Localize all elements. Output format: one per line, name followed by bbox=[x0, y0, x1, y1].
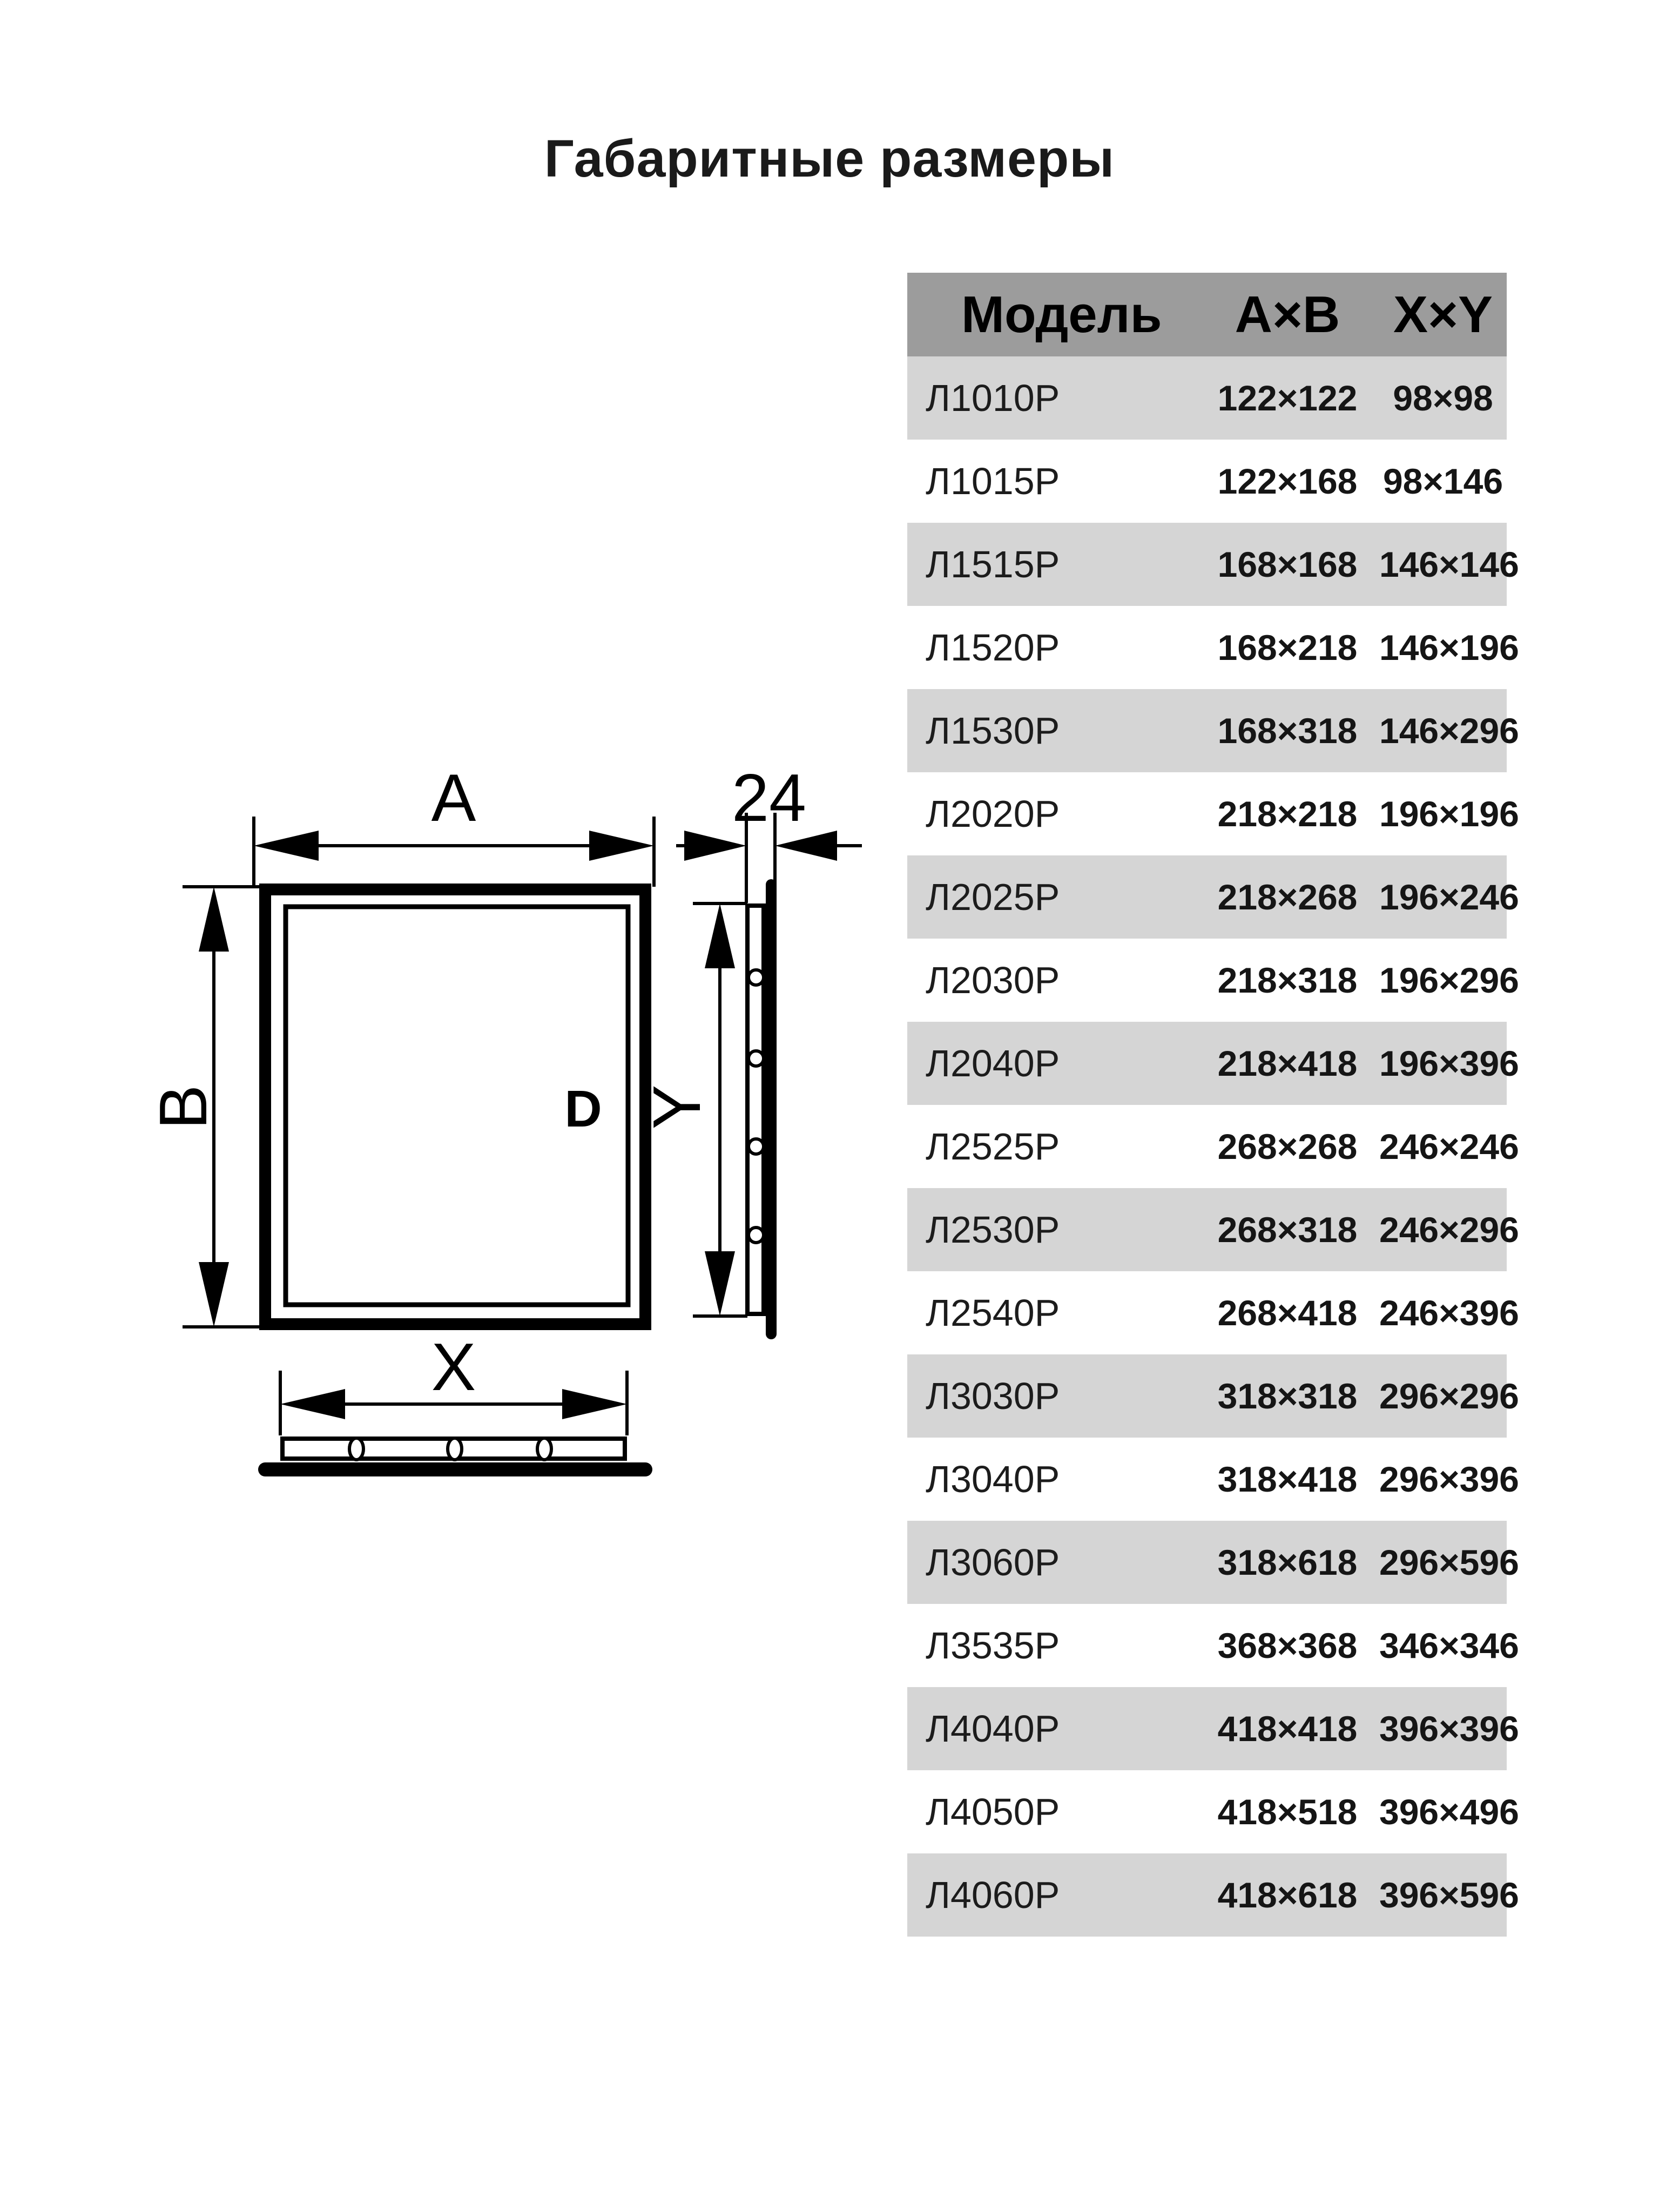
xy-cell: 98×98 bbox=[1393, 378, 1493, 418]
model-cell: Л2540Р bbox=[926, 1292, 1060, 1334]
xy-cell: 98×146 bbox=[1382, 461, 1503, 501]
ab-cell: 418×518 bbox=[1217, 1792, 1358, 1832]
model-cell: Л4040Р bbox=[926, 1708, 1060, 1750]
ab-cell: 368×368 bbox=[1217, 1626, 1358, 1665]
table-row bbox=[907, 1022, 1519, 1105]
model-cell: Л3040Р bbox=[926, 1458, 1060, 1500]
table-row bbox=[907, 855, 1519, 939]
ab-cell: 168×168 bbox=[1217, 544, 1358, 584]
xy-cell: 246×396 bbox=[1379, 1293, 1519, 1333]
dim-a-label: A bbox=[431, 761, 476, 835]
table-row bbox=[907, 606, 1519, 689]
table-row bbox=[907, 1770, 1519, 1853]
dim-depth-label: 24 bbox=[732, 761, 806, 835]
model-cell: Л3535Р bbox=[926, 1624, 1060, 1667]
ab-cell: 318×418 bbox=[1217, 1459, 1358, 1499]
ab-cell: 218×268 bbox=[1217, 877, 1358, 917]
xy-cell: 146×196 bbox=[1379, 628, 1519, 667]
ab-cell: 418×418 bbox=[1217, 1709, 1358, 1749]
model-cell: Л1015Р bbox=[926, 460, 1060, 502]
xy-cell: 346×346 bbox=[1379, 1626, 1519, 1665]
table-row bbox=[907, 1687, 1519, 1770]
table-header-row bbox=[907, 273, 1507, 356]
model-cell: Л3030Р bbox=[926, 1375, 1060, 1417]
ab-cell: 218×318 bbox=[1217, 960, 1358, 1000]
dim-b-label: B bbox=[146, 1084, 221, 1130]
ab-cell: 268×268 bbox=[1217, 1127, 1358, 1166]
xy-cell: 246×296 bbox=[1379, 1210, 1519, 1250]
xy-cell: 196×296 bbox=[1379, 960, 1519, 1000]
xy-cell: 146×296 bbox=[1379, 711, 1519, 751]
xy-cell: 396×596 bbox=[1379, 1875, 1519, 1915]
ab-cell: 268×318 bbox=[1217, 1210, 1358, 1250]
model-cell: Л3060Р bbox=[926, 1541, 1060, 1583]
ab-cell: 318×618 bbox=[1217, 1542, 1358, 1582]
ab-cell: 122×168 bbox=[1217, 461, 1358, 501]
ab-cell: 218×218 bbox=[1217, 794, 1358, 834]
ab-cell: 218×418 bbox=[1217, 1043, 1358, 1083]
ab-cell: 318×318 bbox=[1217, 1376, 1358, 1416]
screw-hole bbox=[748, 970, 764, 985]
bottom-view bbox=[258, 1438, 652, 1476]
model-cell: Л2025Р bbox=[926, 876, 1060, 918]
header-xy: X×Y bbox=[1393, 285, 1493, 343]
model-cell: Л1530Р bbox=[926, 710, 1060, 752]
model-cell: Л2030Р bbox=[926, 959, 1060, 1001]
screw-hole bbox=[537, 1438, 551, 1460]
page-title: Габаритные размеры bbox=[544, 129, 1115, 188]
handle-label: D bbox=[564, 1080, 602, 1138]
table-row bbox=[907, 1354, 1519, 1438]
table-row bbox=[907, 689, 1519, 772]
model-cell: Л1515Р bbox=[926, 543, 1060, 585]
ab-cell: 122×122 bbox=[1217, 378, 1358, 418]
table-row bbox=[907, 1521, 1519, 1604]
table-row bbox=[907, 1188, 1519, 1271]
model-cell: Л4060Р bbox=[926, 1874, 1060, 1916]
screw-hole bbox=[349, 1438, 363, 1460]
table-row bbox=[907, 356, 1507, 440]
screw-hole bbox=[748, 1139, 764, 1154]
table-row bbox=[907, 772, 1519, 855]
table-row bbox=[907, 1853, 1519, 1937]
table-row bbox=[907, 1438, 1519, 1521]
dimensions-table-body bbox=[907, 356, 1519, 1937]
screw-hole bbox=[748, 1228, 764, 1243]
xy-cell: 296×596 bbox=[1379, 1542, 1519, 1582]
model-cell: Л2020Р bbox=[926, 793, 1060, 835]
header-model: Модель bbox=[961, 285, 1162, 343]
dim-x-label: X bbox=[431, 1330, 476, 1405]
screw-hole bbox=[748, 1051, 764, 1066]
model-cell: Л2040Р bbox=[926, 1042, 1060, 1084]
model-cell: Л2525Р bbox=[926, 1125, 1060, 1168]
ab-cell: 418×618 bbox=[1217, 1875, 1358, 1915]
model-cell: Л1520Р bbox=[926, 626, 1060, 669]
model-cell: Л4050Р bbox=[926, 1791, 1060, 1833]
xy-cell: 146×146 bbox=[1379, 544, 1519, 584]
xy-cell: 196×246 bbox=[1379, 877, 1519, 917]
side-view bbox=[747, 879, 777, 1339]
table-row bbox=[907, 1105, 1519, 1188]
xy-cell: 296×396 bbox=[1379, 1459, 1519, 1499]
table-row bbox=[907, 523, 1519, 606]
ab-cell: 268×418 bbox=[1217, 1293, 1358, 1333]
model-cell: Л2530Р bbox=[926, 1209, 1060, 1251]
table-row bbox=[907, 939, 1519, 1022]
dimensions-table bbox=[907, 273, 1519, 1937]
dim-y-label: Y bbox=[640, 1084, 714, 1130]
xy-cell: 196×196 bbox=[1379, 794, 1519, 834]
screw-hole bbox=[448, 1438, 462, 1460]
table-row bbox=[907, 440, 1507, 523]
xy-cell: 246×246 bbox=[1379, 1127, 1519, 1166]
model-cell: Л1010Р bbox=[926, 377, 1060, 419]
header-ab: A×B bbox=[1235, 285, 1340, 343]
xy-cell: 196×396 bbox=[1379, 1043, 1519, 1083]
xy-cell: 396×396 bbox=[1379, 1709, 1519, 1749]
ab-cell: 168×318 bbox=[1217, 711, 1358, 751]
table-row bbox=[907, 1604, 1519, 1687]
xy-cell: 296×296 bbox=[1379, 1376, 1519, 1416]
xy-cell: 396×496 bbox=[1379, 1792, 1519, 1832]
ab-cell: 168×218 bbox=[1217, 628, 1358, 667]
table-row bbox=[907, 1271, 1519, 1354]
